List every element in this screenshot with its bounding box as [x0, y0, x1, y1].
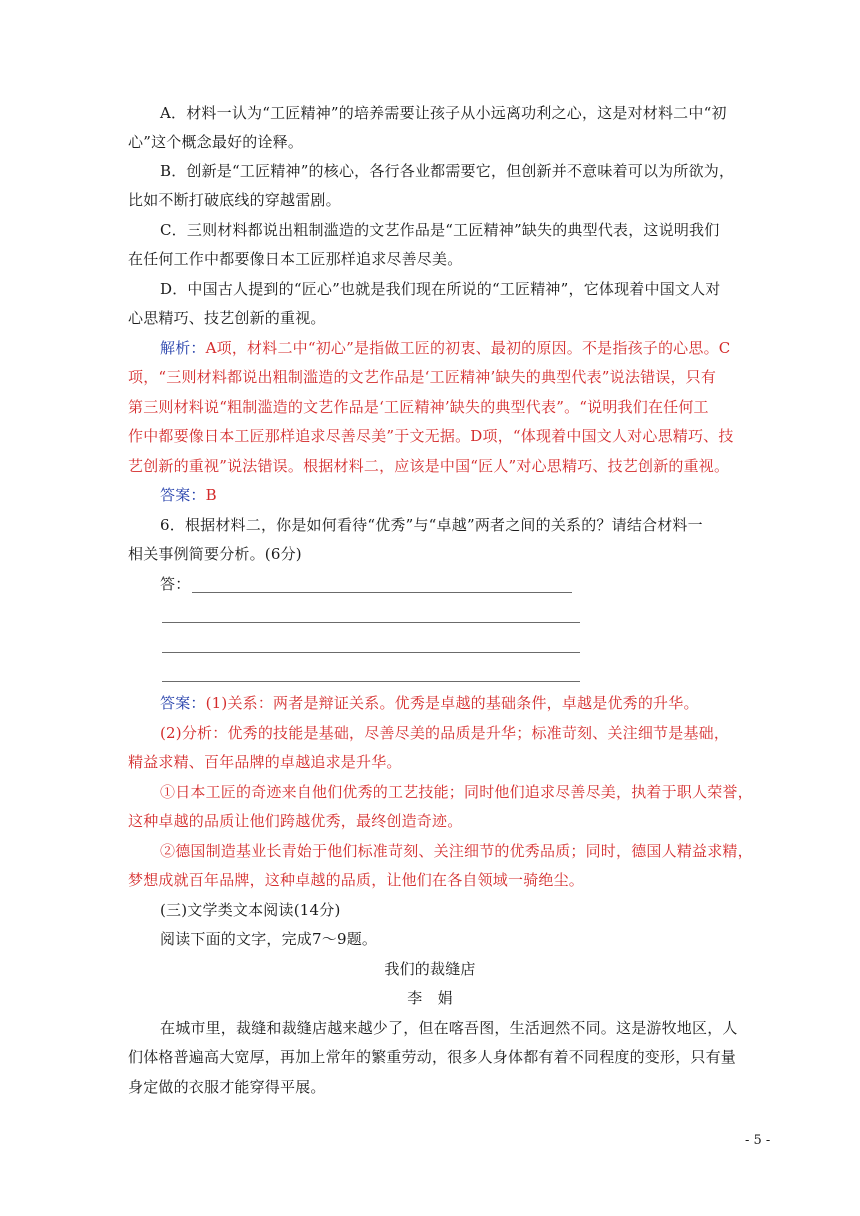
answer-6-line-5: 这种卓越的品质让他们跨越优秀，最终创造奇迹。 — [128, 812, 463, 830]
analysis-line-5: 艺创新的重视”说法错误。根据材料二，应该是中国“匠人”对心思精巧、技艺创新的重视。 — [128, 457, 730, 475]
answer-5 — [160, 485, 217, 505]
option-d-line-1: D．中国古人提到的“匠心”也就是我们现在所说的“工匠精神”，它体现着中国文人对 — [160, 280, 721, 298]
answer-5-label: 答案： — [160, 486, 206, 504]
article-title: 我们的裁缝店 — [384, 960, 476, 978]
option-b-line-1: B．创新是“工匠精神”的核心，各行各业都需要它，但创新并不意味着可以为所欲为， — [160, 162, 735, 180]
option-a-line-1: A．材料一认为“工匠精神”的培养需要让孩子从小远离功利之心，这是对材料二中“初 — [160, 104, 727, 122]
analysis-line-2: 项，“三则材料都说出粗制滥造的文艺作品是‘工匠精神’缺失的典型代表”说法错误，只有 — [128, 368, 717, 386]
answer-5-value: B — [205, 486, 217, 504]
answer-6-line-4: ①日本工匠的奇迹来自他们优秀的工艺技能；同时他们追求尽善尽美，执着于职人荣誉， — [160, 783, 753, 801]
option-a-line-2: 心”这个概念最好的诠释。 — [128, 133, 304, 151]
answer-blank-line-2[interactable] — [162, 622, 580, 623]
option-b-line-2: 比如不断打破底线的穿越雷剧。 — [128, 191, 341, 209]
option-d-line-2: 心思精巧、技艺创新的重视。 — [128, 309, 326, 327]
page-number: - 5 - — [745, 1133, 771, 1148]
answer-6-line-2: (2)分析：优秀的技能是基础，尽善尽美的品质是升华；标准苛刻、关注细节是基础， — [160, 724, 730, 742]
analysis-line-1 — [160, 338, 730, 358]
question-6-line-2: 相关事例简要分析。(6分) — [128, 545, 302, 563]
option-c-line-2: 在任何工作中都要像日本工匠那样追求尽善尽美。 — [128, 250, 463, 268]
article-author: 李 娟 — [407, 989, 453, 1007]
answer-6-line-1 — [160, 693, 699, 713]
answer-6-line-7: 梦想成就百年品牌，这种卓越的品质，让他们在各自领域一骑绝尘。 — [128, 871, 585, 889]
article-para-1-line-2: 们体格普遍高大宽厚，再加上常年的繁重劳动，很多人身体都有着不同程度的变形，只有量 — [128, 1048, 737, 1066]
option-c-line-1: C．三则材料都说出粗制滥造的文艺作品是“工匠精神”缺失的典型代表，这说明我们 — [160, 221, 720, 239]
analysis-text-1: A项，材料二中“初心”是指做工匠的初衷、最初的原因。不是指孩子的心思。C — [205, 339, 731, 357]
article-para-1-line-1: 在城市里，裁缝和裁缝店越来越少了，但在喀吾图，生活迥然不同。这是游牧地区，人 — [160, 1019, 738, 1037]
answer-blank-line-3[interactable] — [162, 652, 580, 653]
answer-blank-line-4[interactable] — [162, 681, 580, 682]
answer-6-label: 答案： — [160, 694, 206, 712]
section-3-instruction: 阅读下面的文字，完成7～9题。 — [160, 930, 378, 948]
answer-6-line-3: 精益求精、百年品牌的卓越追求是升华。 — [128, 753, 402, 771]
question-6-line-1: 6．根据材料二，你是如何看待“优秀”与“卓越”两者之间的关系的？请结合材料一 — [160, 516, 703, 534]
answer-6-line-6: ②德国制造基业长青始于他们标准苛刻、关注细节的优秀品质；同时，德国人精益求精， — [160, 842, 753, 860]
answer-blank-line-1[interactable] — [192, 592, 572, 593]
answer-6-text-1: (1)关系：两者是辩证关系。优秀是卓越的基础条件，卓越是优秀的升华。 — [205, 694, 699, 712]
section-3-heading: (三)文学类文本阅读(14分) — [160, 901, 341, 919]
analysis-label: 解析： — [160, 339, 206, 357]
analysis-line-4: 作中都要像日本工匠那样追求尽善尽美”于文无据。D项，“体现着中国文人对心思精巧、技 — [128, 427, 734, 445]
analysis-line-3: 第三则材料说“粗制滥造的文艺作品是‘工匠精神’缺失的典型代表”。“说明我们在任何工 — [128, 398, 709, 416]
article-para-1-line-3: 身定做的衣服才能穿得平展。 — [128, 1078, 326, 1096]
answer-prompt: 答： — [160, 575, 191, 593]
